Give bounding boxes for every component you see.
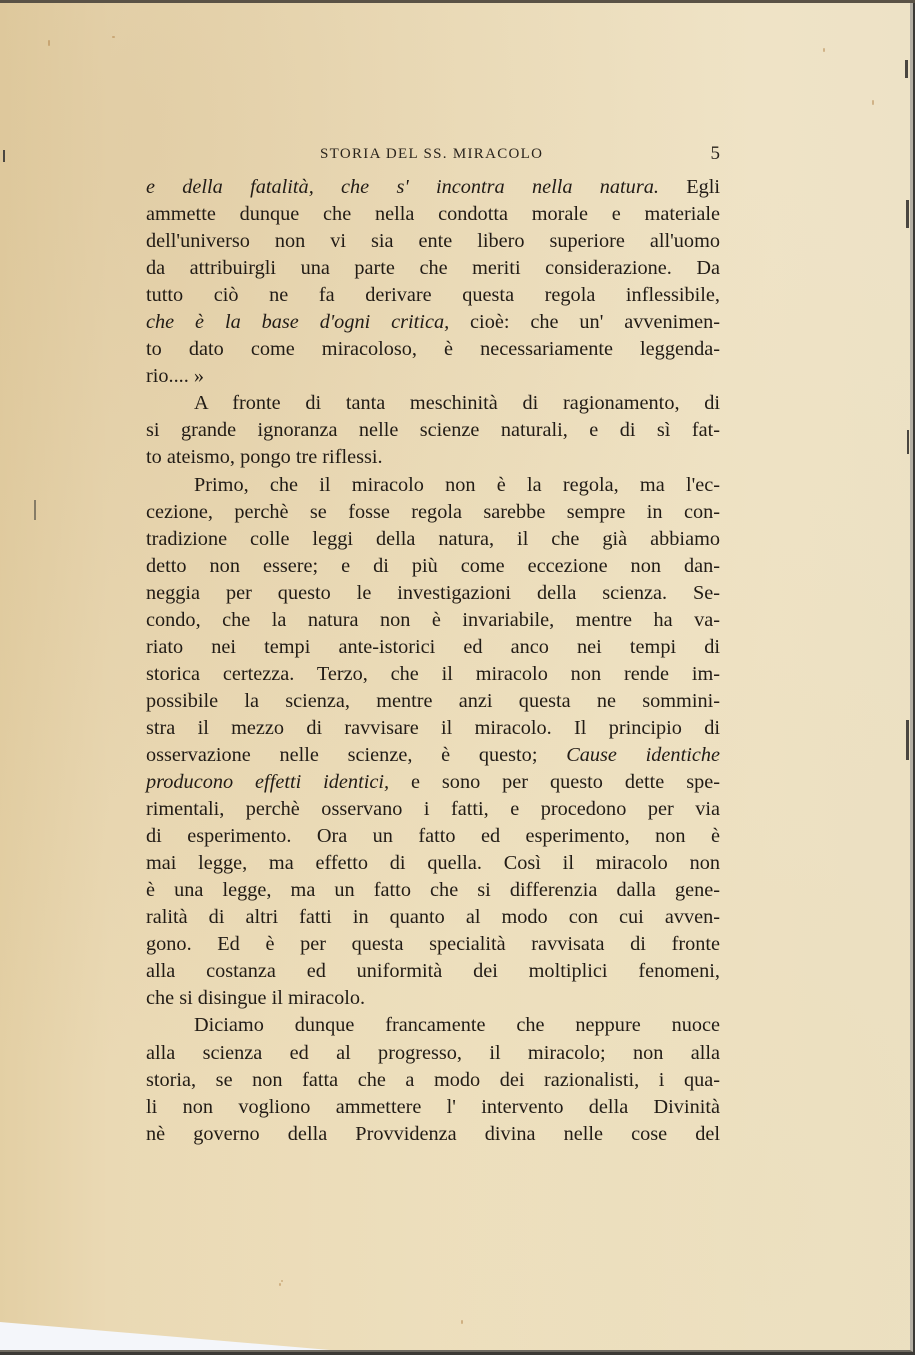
text-line (146, 985, 720, 1012)
text-line (146, 1067, 720, 1094)
margin-mark (34, 500, 36, 520)
text-line (146, 742, 720, 769)
text-segment: stra il mezzo di ravvisare il miracolo. Il principio di (146, 716, 720, 739)
text-line (146, 472, 720, 499)
text-line (146, 553, 720, 580)
running-head: STORIA DEL SS. MIRACOLO (320, 146, 544, 162)
text-segment: storia, se non fatta che a modo dei razionalisti, i qua- (146, 1068, 720, 1091)
text-segment: tradizione colle leggi della natura, il che già abbiamo (146, 527, 720, 550)
page-top-edge (0, 0, 915, 3)
text-segment: li non vogliono ammettere l' intervento della Divinità (146, 1095, 720, 1118)
text-line (146, 499, 720, 526)
text-segment: A fronte di tanta meschinità di ragionamento, di (194, 392, 720, 415)
text-line (146, 607, 720, 634)
text-line (146, 309, 720, 336)
text-segment: ralità di altri fatti in quanto al modo con cui avven- (146, 906, 720, 929)
paper-speck (281, 1280, 283, 1282)
text-segment: mai legge, ma effetto di quella. Così il miracolo non (146, 852, 720, 875)
text-segment: condo, che la natura non è invariabile, mentre ha va- (146, 608, 720, 631)
paper-speck (279, 1283, 281, 1286)
text-segment: storica certezza. Terzo, che il miracolo non rende im- (146, 662, 720, 685)
text-line (146, 363, 720, 390)
text-segment: alla scienza ed al progresso, il miracolo; non alla (146, 1041, 720, 1064)
text-line (146, 390, 720, 417)
text-line (146, 904, 720, 931)
text-segment: da attribuirgli una parte che meriti considerazione. Da (146, 257, 720, 280)
text-segment: che si disingue il miracolo. (146, 987, 366, 1010)
text-segment: e sono per questo dette spe- (389, 771, 720, 794)
text-segment: Egli (658, 176, 720, 198)
text-line (146, 769, 720, 796)
text-segment: osservazione nelle scienze, è questo; (146, 743, 538, 766)
text-line (146, 850, 720, 877)
text-line (146, 255, 720, 282)
text-line (146, 282, 720, 309)
text-segment: è una legge, ma un fatto che si differenzia dalla gene- (146, 879, 720, 902)
text-line (146, 174, 720, 201)
text-line (146, 444, 720, 471)
text-segment: Primo, che il miracolo non è la regola, ma l'ec- (194, 473, 720, 496)
text-line (146, 228, 720, 255)
paper-speck (461, 1320, 463, 1324)
text-segment: to ateismo, pongo tre riflessi. (146, 446, 383, 469)
text-line (146, 634, 720, 661)
text-segment: cezione, perchè se fosse regola sarebbe sempre in con- (146, 500, 720, 523)
text-segment: nè governo della Provvidenza divina nelle cose del (146, 1122, 720, 1145)
italic-text: e della fatalità, che s' incontra nella natura. (146, 176, 659, 198)
text-segment: rio.... » (146, 365, 205, 388)
italic-text: Cause identiche (537, 743, 720, 766)
text-line (146, 417, 720, 444)
text-segment: alla costanza ed uniformità dei moltiplici fenomeni, (146, 960, 720, 983)
text-segment: riato nei tempi ante-istorici ed anco nei tempi di (146, 635, 720, 658)
text-segment: cioè: che un' avvenimen- (449, 311, 720, 334)
text-line (146, 1094, 720, 1121)
text-segment: possibile la scienza, mentre anzi questa ne sommini- (146, 689, 720, 712)
text-segment: si grande ignoranza nelle scienze naturali, e di sì fat- (146, 419, 720, 442)
margin-mark (907, 430, 909, 454)
text-line (146, 336, 720, 363)
text-segment: rimentali, perchè osservano i fatti, e procedono per via (146, 798, 720, 821)
italic-text: che è la base d'ogni critica, (146, 311, 450, 334)
paper-speck (112, 36, 115, 38)
text-segment: neggia per questo le investigazioni della scienza. Se- (146, 581, 720, 604)
body-text (146, 174, 720, 1148)
torn-corner (0, 1322, 330, 1350)
paper-speck (823, 48, 825, 52)
text-line (146, 931, 720, 958)
text-segment: gono. Ed è per questa specialità ravvisata di fronte (146, 933, 720, 956)
text-segment: di esperimento. Ora un fatto ed esperimento, non è (146, 825, 720, 848)
text-line (146, 201, 720, 228)
page-number: 5 (710, 143, 720, 164)
text-segment: Diciamo dunque francamente che neppure nuoce (194, 1014, 720, 1037)
text-line (146, 715, 720, 742)
text-segment: dell'universo non vi sia ente libero superiore all'uomo (146, 230, 720, 253)
page-header (148, 143, 720, 166)
margin-mark (3, 150, 5, 162)
text-segment: detto non essere; e di più come eccezione non dan- (146, 554, 720, 577)
text-line (146, 877, 720, 904)
text-line (146, 958, 720, 985)
text-line (146, 580, 720, 607)
text-line (146, 1040, 720, 1067)
text-line (146, 1121, 720, 1148)
italic-text: producono effetti identici, (146, 771, 390, 794)
text-line (146, 661, 720, 688)
text-line (146, 796, 720, 823)
text-line (146, 688, 720, 715)
paper-speck (48, 40, 50, 46)
margin-mark (906, 200, 909, 228)
text-line (146, 1012, 720, 1039)
text-segment: tutto ciò ne fa derivare questa regola inflessibile, (146, 284, 720, 307)
margin-mark (905, 60, 908, 78)
text-segment: to dato come miracoloso, è necessariamente leggenda- (146, 338, 720, 361)
text-line (146, 526, 720, 553)
paper-speck (872, 100, 874, 105)
text-line (146, 823, 720, 850)
margin-mark (906, 720, 909, 760)
text-segment: ammette dunque che nella condotta morale e materiale (146, 203, 720, 226)
